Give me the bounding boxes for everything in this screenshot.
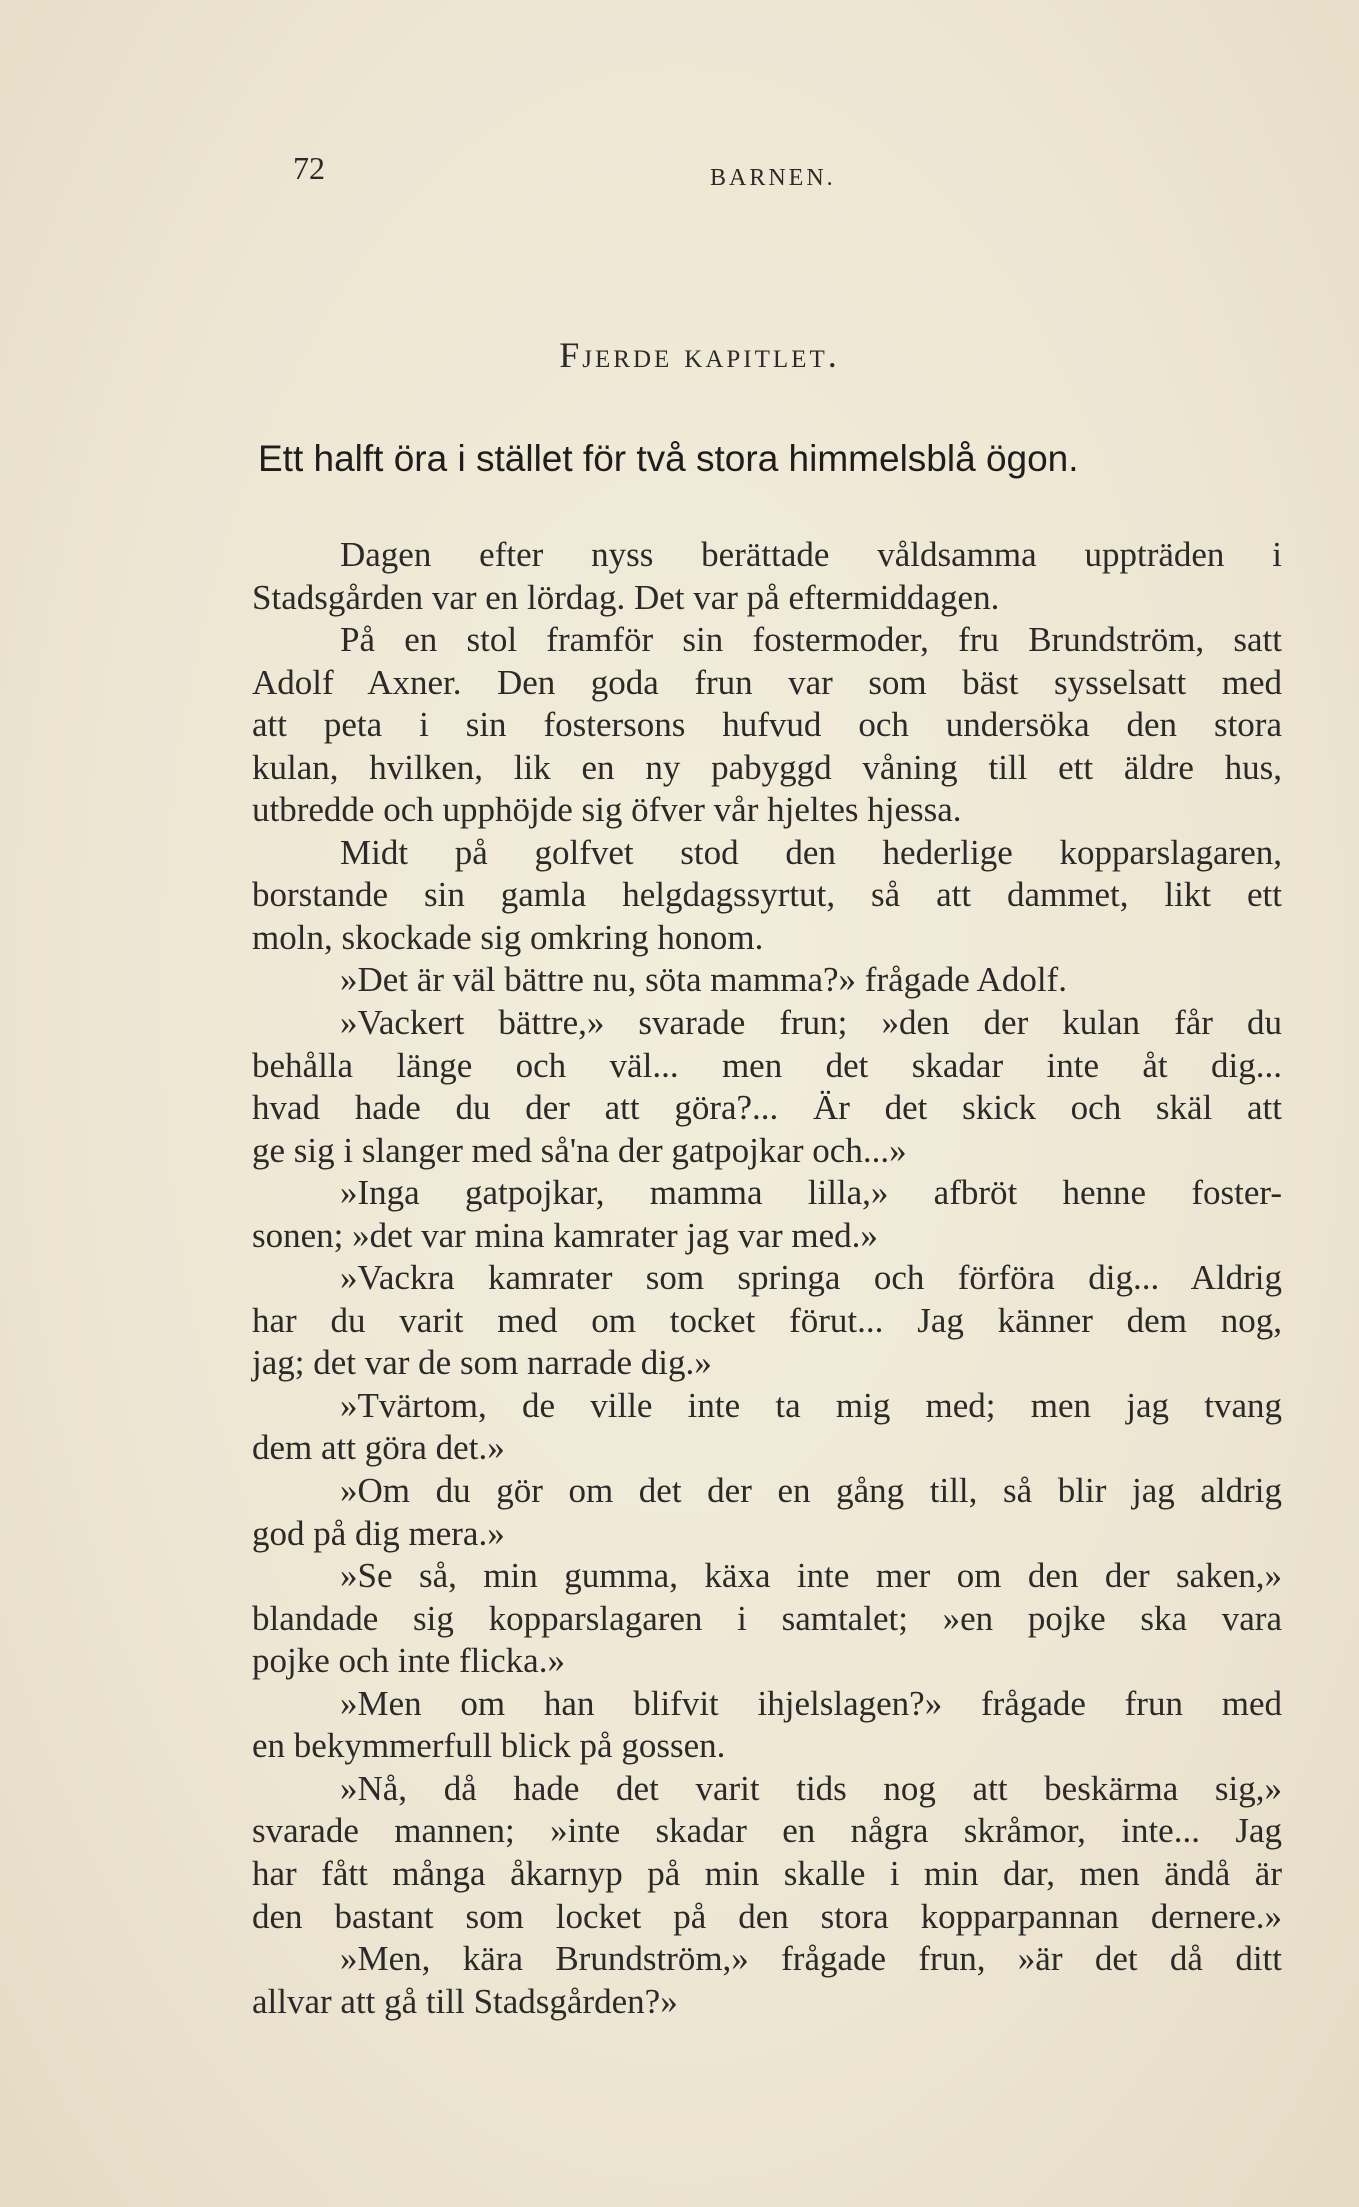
text-line: »Vackra kamrater som springa och förföra dig... Aldrig: [340, 1258, 1282, 1298]
text-line: blandade sig kopparslagaren i samtalet; »en pojke ska vara: [252, 1598, 1282, 1638]
text-line: pojke och inte flicka.»: [252, 1641, 565, 1681]
text-line: jag; det var de som narrade dig.»: [252, 1343, 712, 1383]
text-line: allvar att gå till Stadsgården?»: [252, 1981, 678, 2021]
text-line: har du varit med om tocket förut... Jag känner dem nog,: [252, 1300, 1282, 1340]
text-line: »Tvärtom, de ville inte ta mig med; men jag tvang: [340, 1385, 1282, 1425]
body-text: [252, 534, 1282, 2023]
text-line: borstande sin gamla helgdagssyrtut, så att dammet, likt ett: [252, 875, 1282, 915]
text-line: »Inga gatpojkar, mamma lilla,» afbröt henne foster-: [340, 1173, 1282, 1213]
text-line: Stadsgården var en lördag. Det var på eftermiddagen.: [252, 577, 1000, 617]
text-line: moln, skockade sig omkring honom.: [252, 917, 764, 957]
chapter-subtitle: Ett halft öra i stället för två stora himmelsblå ögon.: [258, 438, 1079, 479]
text-line: sonen; »det var mina kamrater jag var med.»: [252, 1215, 878, 1255]
text-line: »Se så, min gumma, käxa inte mer om den der saken,»: [340, 1556, 1282, 1596]
text-line: svarade mannen; »inte skadar en några skråmor, inte... Jag: [252, 1811, 1282, 1851]
text-line: kulan, hvilken, lik en ny pabyggd våning till ett äldre hus,: [252, 747, 1282, 787]
text-line: god på dig mera.»: [252, 1513, 505, 1553]
text-line: utbredde och upphöjde sig öfver vår hjeltes hjessa.: [252, 790, 962, 830]
text-line: ge sig i slanger med så'na der gatpojkar och...»: [252, 1130, 907, 1170]
text-line: behålla länge och väl... men det skadar inte åt dig...: [252, 1045, 1282, 1085]
text-line: har fått många åkarnyp på min skalle i min dar, men ändå är: [252, 1853, 1282, 1893]
text-line: hvad hade du der att göra?... Är det skick och skäl att: [252, 1088, 1282, 1128]
text-line: »Nå, då hade det varit tids nog att beskärma sig,»: [340, 1768, 1282, 1808]
text-line: På en stol framför sin fostermoder, fru Brundström, satt: [340, 620, 1282, 660]
text-line: dem att göra det.»: [252, 1428, 505, 1468]
page-number: 72: [293, 150, 325, 186]
chapter-title: Fjerde kapitlet.: [559, 335, 840, 375]
text-line: Adolf Axner. Den goda frun var som bäst sysselsatt med: [252, 662, 1282, 702]
text-line: Midt på golfvet stod den hederlige kopparslagaren,: [340, 832, 1282, 872]
text-line: »Vackert bättre,» svarade frun; »den der kulan får du: [340, 1003, 1282, 1043]
text-line: en bekymmerfull blick på gossen.: [252, 1726, 726, 1766]
text-line: »Det är väl bättre nu, söta mamma?» frågade Adolf.: [340, 960, 1067, 1000]
text-line: att peta i sin fostersons hufvud och undersöka den stora: [252, 705, 1282, 745]
text-line: den bastant som locket på den stora kopparpannan dernere.»: [252, 1896, 1282, 1936]
text-line: »Om du gör om det der en gång till, så blir jag aldrig: [340, 1471, 1282, 1511]
text-line: »Men, kära Brundström,» frågade frun, »är det då ditt: [340, 1939, 1282, 1979]
text-line: »Men om han blifvit ihjelslagen?» frågade frun med: [340, 1683, 1282, 1723]
text-line: Dagen efter nyss berättade våldsamma uppträden i: [340, 535, 1282, 574]
running-head: BARNEN.: [710, 165, 836, 191]
